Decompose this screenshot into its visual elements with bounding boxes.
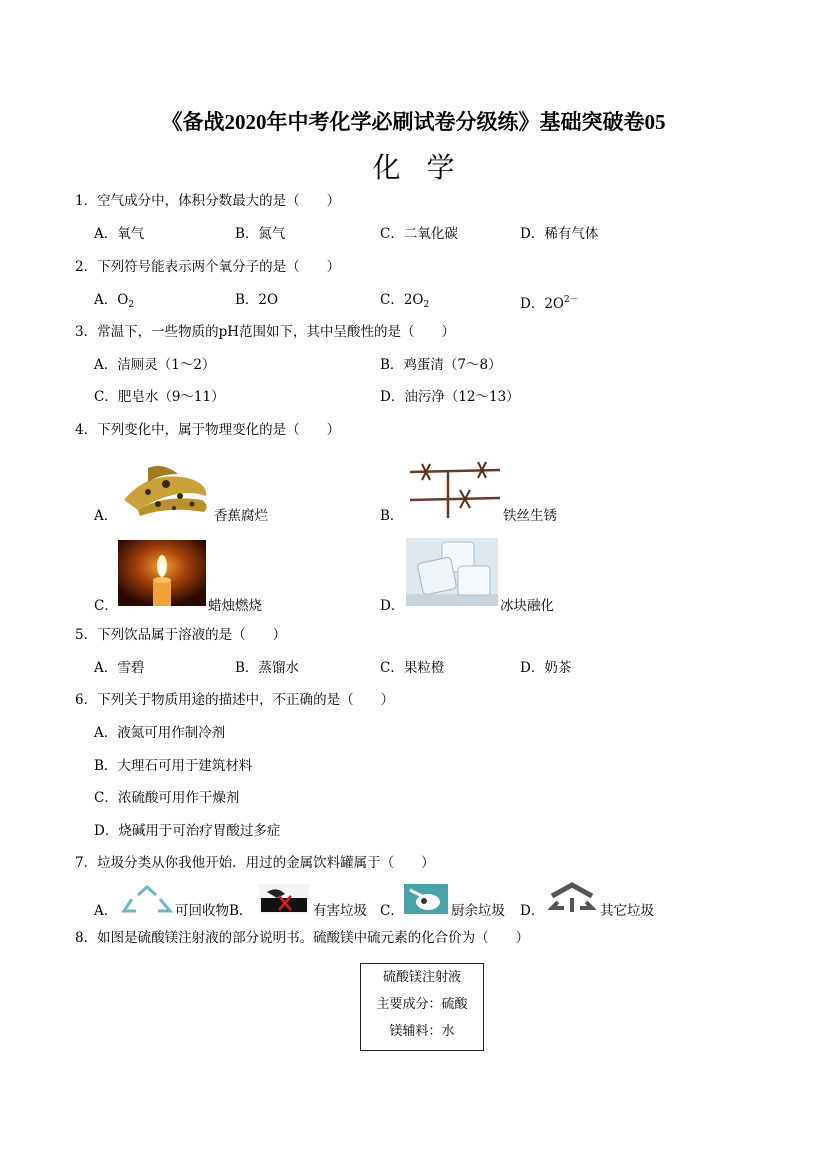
- hazardous-waste-icon: [259, 884, 309, 914]
- q6-option-a: A．液氮可用作制冷剂: [94, 725, 226, 741]
- q2-option-a: A．$O_2$: [94, 292, 135, 310]
- medicine-label-box: [360, 963, 484, 1051]
- q4-option-a-letter: A．: [94, 508, 118, 524]
- subject-heading: 化学: [372, 151, 481, 184]
- question-3-stem: 3．常温下，一些物质的pH范围如下，其中呈酸性的是（ ）: [75, 324, 456, 340]
- q5-option-d: D．奶茶: [520, 660, 572, 676]
- other-waste-icon: [548, 882, 596, 914]
- q6-option-b: B．大理石可用于建筑材料: [94, 758, 253, 774]
- label-line-2: 主要成分：硫酸: [376, 997, 468, 1012]
- q5-option-b: B．蒸馏水: [235, 660, 299, 676]
- q4-option-c-label: 蜡烛燃烧: [208, 598, 262, 614]
- q4-option-d-label: 冰块融化: [500, 598, 554, 614]
- q2-option-b: B．2O: [235, 292, 279, 308]
- rotten-banana-image: [118, 460, 212, 518]
- q3-option-a: A．洁厕灵（1～2）: [94, 357, 216, 373]
- label-line-3: 镁辅料：水: [389, 1024, 455, 1039]
- burning-candle-image: [118, 540, 206, 606]
- q4-option-b-label: 铁丝生锈: [503, 508, 557, 524]
- q2-option-d: D．$2O^{2-}$: [520, 295, 579, 312]
- q1-option-b: B．氮气: [235, 226, 286, 242]
- label-line-1: 硫酸镁注射液: [382, 970, 461, 985]
- ice-cubes-image: [406, 538, 498, 606]
- q7-option-a-letter: A．: [94, 903, 118, 919]
- q4-option-b-letter: B．: [380, 508, 404, 524]
- q3-option-c: C．肥皂水（9～11）: [94, 389, 225, 405]
- q2-option-c: C．$2O_2$: [380, 292, 430, 310]
- recycle-icon: [120, 885, 174, 915]
- rusty-barbed-wire-image: [408, 460, 502, 520]
- question-7-stem: 7．垃圾分类从你我他开始．用过的金属饮料罐属于（ ）: [75, 855, 435, 871]
- q5-option-a: A．雪碧: [94, 660, 145, 676]
- q1-option-d: D．稀有气体: [520, 226, 599, 242]
- q6-option-c: C．浓硫酸可用作干燥剂: [94, 790, 240, 806]
- q1-option-c: C．二氧化碳: [380, 226, 458, 242]
- q7-option-b-label: 有害垃圾: [313, 903, 367, 919]
- q7-option-c-label: 厨余垃圾: [451, 903, 505, 919]
- kitchen-waste-icon: [404, 884, 448, 914]
- q4-option-d-letter: D．: [380, 598, 405, 614]
- q3-option-b: B．鸡蛋清（7～8）: [380, 357, 502, 373]
- q7-option-c-letter: C．: [380, 903, 404, 919]
- q6-option-d: D．烧碱用于可治疗胃酸过多症: [94, 823, 281, 839]
- q7-option-a-label: 可回收物B．: [175, 903, 253, 919]
- q7-option-d-label: 其它垃圾: [600, 903, 654, 919]
- q4-option-a-label: 香蕉腐烂: [214, 508, 268, 524]
- question-4-stem: 4．下列变化中，属于物理变化的是（ ）: [75, 422, 341, 438]
- q4-option-c-letter: C．: [94, 598, 118, 614]
- question-5-stem: 5．下列饮品属于溶液的是（ ）: [75, 627, 287, 643]
- question-8-stem: 8．如图是硫酸镁注射液的部分说明书。硫酸镁中硫元素的化合价为（ ）: [75, 930, 530, 946]
- question-2-stem: 2．下列符号能表示两个氧分子的是（ ）: [75, 259, 341, 275]
- q3-option-d: D．油污净（12～13）: [380, 389, 520, 405]
- q5-option-c: C．果粒橙: [380, 660, 445, 676]
- question-6-stem: 6．下列关于物质用途的描述中，不正确的是（ ）: [75, 692, 395, 708]
- q1-option-a: A．氧气: [94, 226, 145, 242]
- question-1-stem: 1．空气成分中，体积分数最大的是（ ）: [75, 193, 341, 209]
- q7-option-d-letter: D．: [520, 903, 545, 919]
- paper-title: 《备战2020年中考化学必刷试卷分级练》基础突破卷05: [161, 110, 666, 134]
